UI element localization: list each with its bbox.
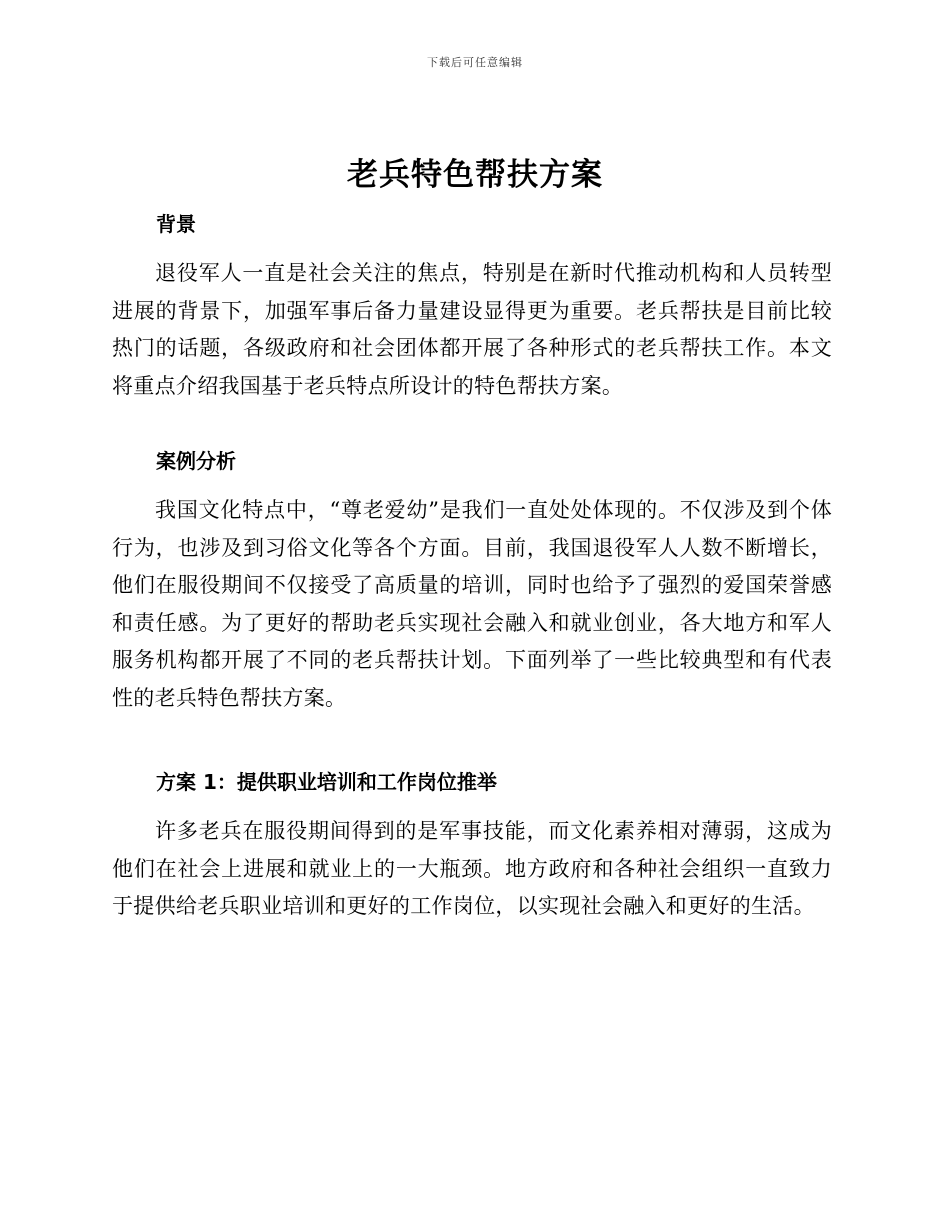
section-heading-case-analysis: 案例分析 — [156, 449, 236, 473]
page-header-note: 下载后可任意编辑 — [427, 56, 523, 69]
paragraph-case-analysis: 我国文化特点中，“尊老爱幼”是我们一直处处体现的。不仅涉及到个体行为，也涉及到习俗文化等各个方面。目前，我国退役军人人数不断增长，他们在服役期间不仅接受了高质量的培训，同时也给予了强烈的爱国荣誉感和责任感。为了更好的帮助老兵实现社会融入和就业创业，各大地方和军人服务机构都开展了不同的老兵帮扶计划。下面列举了一些比较典型和有代表性的老兵特色帮扶方案。 — [112, 498, 832, 710]
paragraph-plan-1: 许多老兵在服役期间得到的是军事技能，而文化素养相对薄弱，这成为他们在社会上进展和就业上的一大瓶颈。地方政府和各种社会组织一直致力于提供给老兵职业培训和更好的工作岗位，以实现社会融入和更好的生活。 — [112, 819, 832, 918]
section-heading-background: 背景 — [156, 212, 196, 236]
document-title: 老兵特色帮扶方案 — [347, 157, 603, 193]
section-heading-plan-1: 方案 1：提供职业培训和工作岗位推举 — [156, 770, 497, 794]
paragraph-background: 退役军人一直是社会关注的焦点，特别是在新时代推动机构和人员转型进展的背景下，加强军事后备力量建设显得更为重要。老兵帮扶是目前比较热门的话题，各级政府和社会团体都开展了各种形式的老兵帮扶工作。本文将重点介绍我国基于老兵特点所设计的特色帮扶方案。 — [112, 261, 832, 398]
